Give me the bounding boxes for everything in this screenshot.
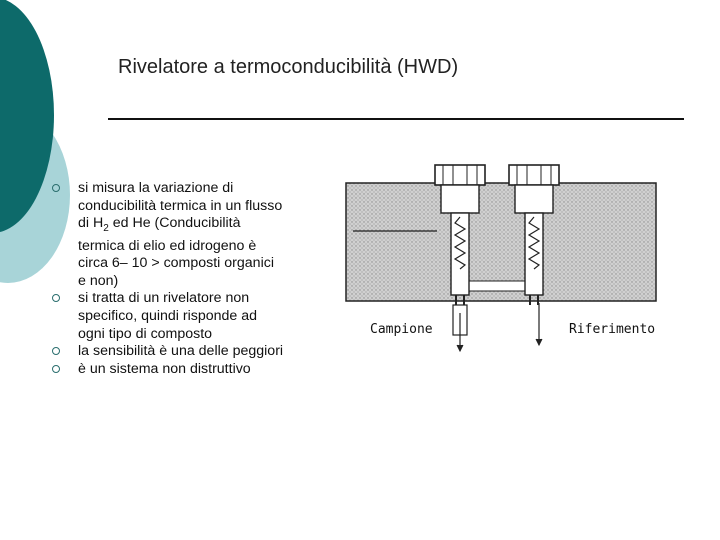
bullet-item <box>52 290 322 343</box>
bullet-list <box>52 180 322 378</box>
bullet-circle-icon <box>52 184 60 192</box>
bullet-line: circa 6– 10 > composti organici <box>78 255 274 272</box>
bullet-line: specifico, quindi risponde ad <box>78 307 258 324</box>
bullet-line: termica di elio ed idrogeno è <box>78 237 257 254</box>
bullet-line: ed He (Conducibilità <box>108 215 241 232</box>
bullet-circle-icon <box>52 347 60 355</box>
bullet-line: ogni tipo di composto <box>78 325 213 342</box>
reference-label: Riferimento <box>569 322 656 337</box>
bullet-circle-icon <box>52 294 60 302</box>
bullet-line: conducibilità termica in un flusso <box>78 197 283 214</box>
subscript: 2 <box>103 223 109 235</box>
bullet-line: si tratta di un rivelatore non <box>78 290 250 307</box>
bullet-line: si misura la variazione di <box>78 180 234 196</box>
bullet-item <box>52 361 322 379</box>
bullet-text: è un sistema non distruttivo <box>78 360 251 377</box>
bullet-line: e non) <box>78 272 119 289</box>
sample-label: Campione <box>370 322 433 337</box>
title-divider <box>108 118 684 120</box>
bullet-text: la sensibilità è una delle peggiori <box>78 343 284 360</box>
bullet-circle-icon <box>52 365 60 373</box>
bullet-line: di H <box>78 215 104 232</box>
bullet-item <box>52 343 322 361</box>
slide-title: Rivelatore a termoconducibilità (HWD) <box>118 56 459 78</box>
bullet-item <box>52 180 322 290</box>
